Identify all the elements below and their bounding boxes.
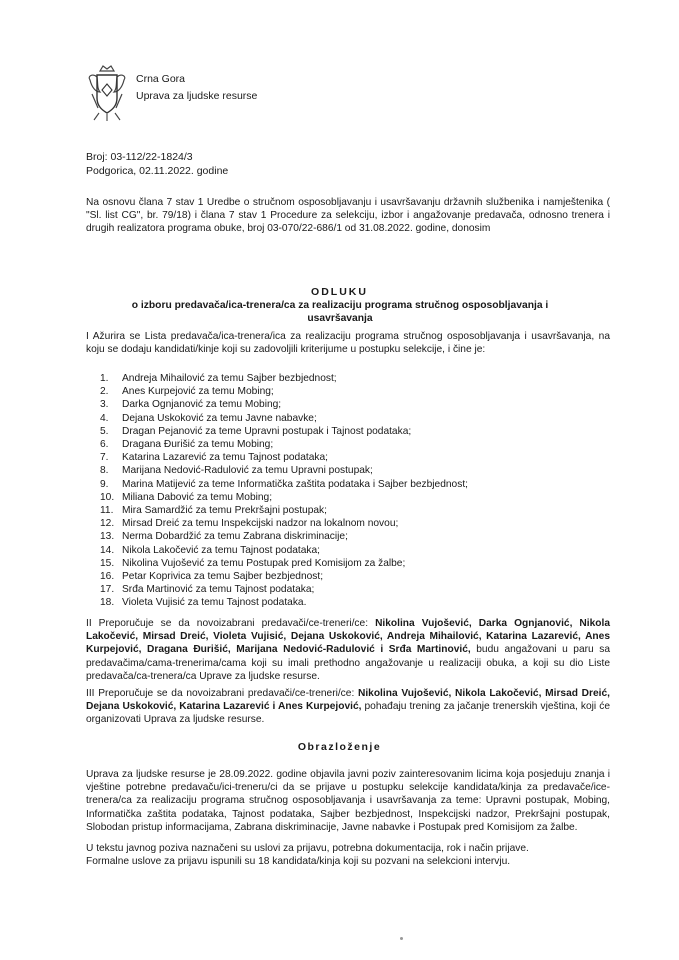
section-1-paragraph: I Ažurira se Lista predavača/ica-trenera/ica za realizaciju programa stručnog osposobljavanja i usavršavanja, na koju se dodaju kandidati/kinje koji su zadovoljili kriterijume u postupku selekcije, i čine je:	[86, 331, 610, 356]
list-item: 5. Dragan Pejanović za teme Upravni postupak i Tajnost podataka;	[100, 425, 412, 437]
list-item: 2. Anes Kurpejović za temu Mobing;	[100, 386, 274, 398]
candidate-text: Marina Matijević za teme Informatička zaštita podataka i Sajber bezbjednost;	[122, 478, 468, 490]
candidate-text: Dragana Đurišić za temu Mobing;	[122, 439, 274, 451]
list-item: 11. Mira Samardžić za temu Prekršajni postupak;	[100, 505, 327, 517]
document-place-date: Podgorica, 02.11.2022. godine	[86, 165, 229, 177]
candidate-text: Katarina Lazarević za temu Tajnost podataka;	[122, 452, 328, 464]
candidate-text: Mirsad Dreić za temu Inspekcijski nadzor na lokalnom novou;	[122, 518, 399, 530]
section-2-suffix: budu angažovani u paru sa predavačima/cama-trenerima/cama koji su imali prethodno angažovanje u realizaciji obuka, a koji su dio Liste predavača/ca-trenera/ca Uprave za ljudske resurse.	[86, 644, 610, 682]
list-item: 16. Petar Koprivica za temu Sajber bezbjednost;	[100, 571, 324, 583]
reasoning-paragraph-3: Formalne uslove za prijavu ispunili su 18 kandidata/kinja koji su pozvani na selekcioni intervju.	[86, 856, 511, 867]
document-meta	[86, 150, 228, 178]
reasoning-title: Obrazloženje	[297, 741, 382, 753]
decision-title: ODLUKU	[311, 286, 368, 298]
reasoning-paragraph: Uprava za ljudske resurse je 28.09.2022. godine objavila javni poziv zainteresovanim licima koja posjeduju znanja i vještine potrebne predavaču/ici-treneru/ci da se prijave u postupku selekcije kandidata/kinja za predavače/ice-trenera/ca za realizaciju programa stručnog osposobljavanja i usavršavanja za teme: Upravni postupak, Mobing, Informatička zaštita podataka, Tajnost podataka, Sajber bezbjednost, Inspekcijski nadzor, Prekršajni postupak, Slobodan pristup informacijama, Zabrana diskriminacije, Javne nabavke i Postupak pred Komisijom za žalbe.	[86, 769, 610, 833]
section-3-names: Nikolina Vujošević, Nikola Lakočević, Mirsad Dreić, Dejana Uskoković, Katarina Lazarević i Anes Kurpejović,	[86, 688, 610, 713]
list-item: 3. Darka Ognjanović za temu Mobing;	[100, 399, 282, 411]
reasoning-paragraph-2: U tekstu javnog poziva naznačeni su uslovi za prijavu, potrebna dokumentacija, rok i način prijave.	[86, 843, 529, 854]
list-item: 9. Marina Matijević za teme Informatička zaštita podataka i Sajber bezbjednost;	[100, 478, 468, 490]
candidate-text: Srđa Martinović za temu Tajnost podataka;	[122, 584, 315, 596]
candidate-text: Nikola Lakočević za temu Tajnost podataka;	[122, 544, 321, 556]
candidate-list	[100, 372, 468, 610]
institution-header	[136, 71, 257, 105]
candidate-text: Violeta Vujisić za temu Tajnost podataka.	[122, 597, 307, 609]
list-item: 7. Katarina Lazarević za temu Tajnost podataka;	[100, 452, 328, 464]
section-3-prefix: III Preporučuje se da novoizabrani predavači/ce-treneri/ce:	[86, 688, 358, 699]
candidate-text: Mira Samardžić za temu Prekršajni postupak;	[122, 505, 327, 517]
list-item: 6. Dragana Đurišić za temu Mobing;	[100, 439, 274, 451]
candidate-text: Darka Ognjanović za temu Mobing;	[122, 399, 282, 411]
section-2-prefix: II Preporučuje se da novoizabrani predavači/ce-treneri/ce:	[86, 618, 376, 629]
candidate-text: Marijana Nedović-Radulović za temu Upravni postupak;	[122, 465, 373, 477]
list-item: 17. Srđa Martinović za temu Tajnost podataka;	[100, 584, 315, 596]
candidate-text: Andreja Mihailović za temu Sajber bezbjednost;	[122, 373, 337, 384]
list-item: 1. Andreja Mihailović za temu Sajber bezbjednost;	[100, 373, 337, 384]
section-3-suffix: pohađaju trening za jačanje trenerskih vještina, koji će organizovati Uprava za ljudske resurse.	[86, 701, 610, 726]
section-2-paragraph	[86, 617, 610, 683]
candidate-text: Nerma Dobardžić za temu Zabrana diskriminacije;	[122, 531, 348, 543]
list-item: 10. Miliana Dabović za temu Mobing;	[100, 491, 273, 503]
list-item: 14. Nikola Lakočević za temu Tajnost podataka;	[100, 544, 321, 556]
candidate-text: Dragan Pejanović za teme Upravni postupak i Tajnost podataka;	[122, 425, 412, 437]
section-3-paragraph	[86, 687, 610, 727]
document-number: Broj: 03-112/22-1824/3	[86, 151, 193, 163]
list-item: 18. Violeta Vujisić za temu Tajnost podataka.	[100, 597, 307, 609]
candidate-text: Dejana Uskoković za temu Javne nabavke;	[122, 412, 317, 424]
list-item: 12. Mirsad Dreić za temu Inspekcijski nadzor na lokalnom novou;	[100, 518, 399, 530]
decision-subtitle: o izboru predavača/ica-trenera/ca za realizaciju programa stručnog osposobljavanja i usavršavanja	[131, 300, 549, 324]
candidate-text: Nikolina Vujošević za temu Postupak pred Komisijom za žalbe;	[122, 557, 406, 569]
candidate-text: Petar Koprivica za temu Sajber bezbjednost;	[122, 571, 324, 583]
coat-of-arms-icon	[84, 64, 130, 124]
section-2-names: Nikolina Vujošević, Darka Ognjanović, Nikola Lakočević, Mirsad Dreić, Violeta Vujisić, Dejana Uskoković, Andreja Mihailović, Katarina Lazarević, Anes Kurpejović, Dragana Đurišić, Marijana Nedović-Radulović i Srđa Martinović,	[86, 618, 610, 656]
country-name: Crna Gora	[136, 73, 186, 85]
candidate-text: Miliana Dabović za temu Mobing;	[122, 491, 273, 503]
page-mark	[400, 937, 403, 940]
intro-paragraph: Na osnovu člana 7 stav 1 Uredbe o stručnom osposobljavanju i usavršavanju državnih službenika i namještenika ( "Sl. list CG", br. 79/18) i člana 7 stav 1 Procedure za selekciju, izbor i angažovanje predavača, odnosno trenera i drugih realizatora programa obuke, broj 03-070/22-686/1 od 31.08.2022. godine, donosim	[86, 197, 610, 235]
list-item: 13. Nerma Dobardžić za temu Zabrana diskriminacije;	[100, 531, 348, 543]
list-item: 8. Marijana Nedović-Radulović za temu Upravni postupak;	[100, 465, 373, 477]
list-item: 4. Dejana Uskoković za temu Javne nabavke;	[100, 412, 317, 424]
list-item: 15. Nikolina Vujošević za temu Postupak pred Komisijom za žalbe;	[100, 557, 406, 569]
candidate-text: Anes Kurpejović za temu Mobing;	[122, 386, 274, 398]
institution-name: Uprava za ljudske resurse	[136, 90, 258, 102]
